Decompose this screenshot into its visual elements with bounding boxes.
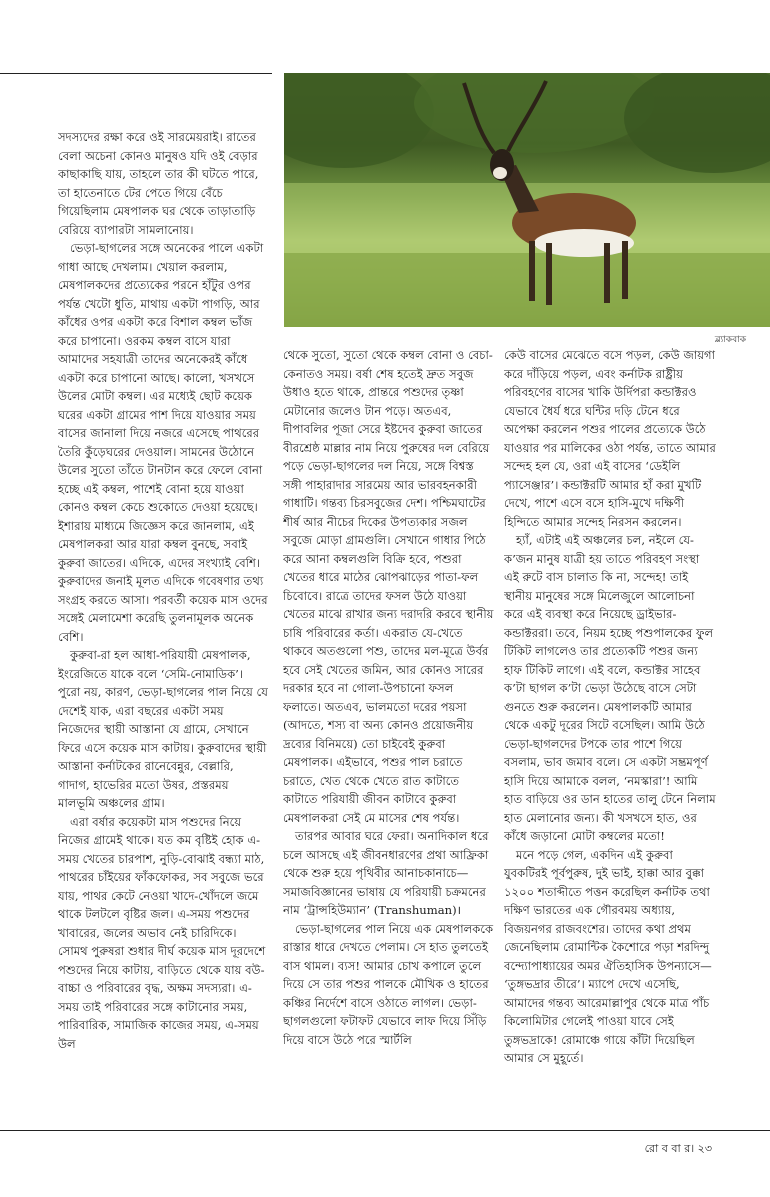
text-column-3 — [504, 346, 716, 1126]
paragraph: ভেড়া-ছাগলের সঙ্গে অনেকের পালে একটা গাধা আছে দেখলাম। খেয়াল করলাম, মেষপালকদের প্রত্যেকের পরনে হাঁটুর ওপর পর্যন্ত খেটো ধুতি, মাথায় একটা পাগড়ি, আর কাঁধের ওপর একটা করে বিশাল কম্বল ভাঁজ করে চাপানো। ওরকম কম্বল বাসে যারা আমাদের সহযাত্রী তাদের অনেকেরই কাঁধে একটা করে চাপানো আছে। কালো, খসখসে উলের মোটা কম্বল। এর মধ্যেই ছোট কয়েক ঘরের একটা গ্রামের পাশ দিয়ে যাওয়ার সময় বাসের জানালা দিয়ে নজরে এসেছে পাথরের তৈরি কুঁড়েঘরের দেওয়াল। সামনের উঠোনে উলের সুতো তাঁতে টানটান করে ফেলে বোনা হচ্ছে এই কম্বল, পাশেই বোনা হয়ে যাওয়া কোনও কম্বল কেচে শুকোতে দেওয়া হয়েছে। ইশারায় মাধ্যমে জিজ্ঞেস করে জানলাম, এই মেষপালকরা আর যারা কম্বল বুনছে, সবাই কুরুবা জাতের। এদিকে, এদের সংখ্যাই বেশি। কুরুবাদের জনাই মূলত এদিকে গবেষণার তথ্য সংগ্রহ করতে আসা। পরবর্তী কয়েক মাস ওদের সঙ্গেই মেলামেশা করেছি তুলনামূলক অনেক বেশি। — [58, 241, 268, 644]
top-rule — [0, 73, 272, 74]
paragraph: তারপর আবার ঘরে ফেরা। অনাদিকাল ধরে চলে আসছে এই জীবনধারণের প্রথা আফ্রিকা থেকে শুরু হয়ে পৃথিবীর আনাচকানাচে— সমাজবিজ্ঞানের ভাষায় যে পরিযায়ী চক্রমনের নাম ‘ট্রান্সহিউম্যান’ (Transhuman)। — [283, 829, 489, 917]
text-column-1 — [58, 128, 268, 1128]
footer-rule — [0, 1130, 770, 1131]
paragraph: সদস্যদের রক্ষা করে ওই সারমেয়রাই। রাতের বেলা অচেনা কোনও মানুষও যদি ওই বেড়ার কাছাকাছি যায়, তাহলে তার কী ঘটতে পারে, তা হাতেনাতে টের পেতে গিয়ে বেঁচে গিয়েছিলাম মেষপালক ঘর থেকে তাড়াতাড়ি বেরিয়ে ব্যাপারটা সামলানোয়। — [58, 130, 259, 237]
paragraph: কুরুবা-রা হল আধা-পরিযায়ী মেষপালক, ইংরেজিতে যাকে বলে ‘সেমি-নোমাডিক’। পুরো নয়, কারণ, ভেড়া-ছাগলের পাল নিয়ে যে দেশেই যাক, এরা বছরের একটা সময় নিজেদের স্থায়ী আস্তানা যে গ্রামে, সেখানে ফিরে এসে কয়েক মাস কাটায়। কুরুবাদের স্থায়ী আস্তানা কর্নাটকের রানেবেন্নুর, বেল্লারি, গাদাগ, হাভেরির মতো উষর, প্রস্তরময় মালভূমি অঞ্চলের গ্রাম। — [58, 648, 268, 810]
paragraph: থেকে সুতো, সুতো থেকে কম্বল বোনা ও বেচা-কেনাতও সময়। বর্ষা শেষ হতেই দ্রুত সবুজ উধাও হতে থাকে, প্রান্তরে পশুদের তৃষ্ণা মেটানোর জলেও টান পড়ে। অতএব, দীপাবলির পূজা সেরে ইষ্টদেব কুরুবা জাতের বীরশ্রেষ্ঠ মাল্লার নাম নিয়ে পুরুষের দল বেরিয়ে পড়ে ভেড়া-ছাগলের দল নিয়ে, সঙ্গে বিশ্বস্ত সঙ্গী পাহারাদার সারমেয় আর ভারবহনকারী গাধাটি। গন্তব্য চিরসবুজের দেশ। পশ্চিমঘাটের শীর্ষ আর নীচের দিকের উপত্যকার সজল সবুজে মোড়া গ্রামগুলি। সেখানে গাধার পিঠে করে আনা কম্বলগুলি বিক্রি হবে, পশুরা খেতের ধারে মাঠের ঝোপঝাড়ের পাতা-ফল চিবোবে। রাত্রে তাদের ফসল উঠে যাওয়া খেতের মাঝে রাখার জন্য দরাদরি করবে স্থানীয় চাষি পরিবারের কর্তা। একরাত যে-খেতে থাকবে অতগুলো পশু, তাদের মল-মূত্রে উর্বর হবে সেই খেতের জমিন, আর কোনও সারের দরকার হবে না গোলা-উপচানো ফসল ফলাতে। অতএব, ভালমতো দরের পয়সা (আদতে, শস্য বা অন্য কোনও প্রয়োজনীয় দ্রব্যের বিনিময়ে) তো চাইবেই কুরুবা মেষপালক। এইভাবে, পশুর পাল চরাতে চরাতে, খেত থেকে খেতে রাত কাটাতে কাটাতে পরিযায়ী জীবন কাটাবে কুরুবা মেষপালকরা সেই মে মাসের শেষ পর্যন্ত। — [283, 348, 494, 825]
paragraph: হ্যাঁ, এটাই এই অঞ্চলের চল, নইলে যে-ক’জন মানুষ যাত্রী হয় তাতে পরিবহণ সংস্থা এই রুটে বাস চালাত কি না, সন্দেহ! তাই স্থানীয় মানুষের সঙ্গে মিলেজুলে আলোচনা করে এই ব্যবস্থা করে নিয়েছে ড্রাইভার-কন্ডাক্টররা। তবে, নিয়ম হচ্ছে পশুপালকের ফুল টিকিট লাগলেও তার প্রত্যেকটি পশুর জন্য হাফ টিকিট লাগে। এই বলে, কন্ডাক্টর সাহেব ক’টা ছাগল ক’টা ভেড়া উঠেছে বাসে সেটা গুনতে শুরু করলেন। মেষপালকটি আমার থেকে একটু দূরের সিটে বসেছিল। আমি উঠে ভেড়া-ছাগলদের টপকে তার পাশে গিয়ে বসলাম, ভাব জমাব বলে। সে একটা সম্ভ্রমপূর্ণ হাসি দিয়ে আমাকে বলল, ‘নমস্কারা’! আমি হাত বাড়িয়ে ওর ডান হাতের তালু টেনে নিলাম হাত মেলানোর জন্য। কী খসখসে হাত, ওর কাঁধে জড়ানো মোটা কম্বলের মতো! — [504, 533, 716, 843]
blackbuck-illustration — [284, 73, 770, 327]
photo-caption: ব্ল্যাকবাক — [714, 335, 746, 345]
paragraph: ভেড়া-ছাগলের পাল নিয়ে এক মেষপালককে রাস্তার ধারে দেখতে পেলাম। সে হাত তুলতেই বাস থামল। ব্যস! আমার চোখ কপালে তুলে দিয়ে সে তার পশুর পালকে মৌখিক ও হাতের কঞ্চির নির্দেশে বাসে ওঠাতে লাগল। ভেড়া-ছাগলগুলো ফটাফট যেভাবে লাফ দিয়ে সিঁড়ি দিয়ে বাসে উঠে পরে স্মার্টলি — [283, 921, 494, 1047]
text-column-2 — [283, 346, 495, 1126]
blackbuck-photo — [284, 73, 770, 327]
paragraph: মনে পড়ে গেল, একদিন এই কুরুবা যুবকটিরই পূর্বপুরুষ, দুই ভাই, হাক্কা আর বুক্কা ১২০০ শতাব্দীতে পত্তন করেছিল কর্নাটক তথা দক্ষিণ ভারতের এক গৌরবময় অধ্যায়, বিজয়নগর রাজবংশের। তাদের কথা প্রথম জেনেছিলাম রোমান্টিক কৈশোরে পড়া শরদিন্দু বন্দ্যোপাধ্যায়ের অমর ঐতিহাসিক উপন্যাসে— ‘তুঙ্গভদ্রার তীরে’। ম্যাপে দেখে এসেছি, আমাদের গন্তব্য আরেমাল্লাপুর থেকে মাত্র পাঁচ কিলোমিটার গেলেই পাওয়া যাবে সেই তুঙ্গভদ্রাকে! রোমাঞ্চে গায়ে কাঁটা দিয়েছিল আমার সে মুহূর্তে। — [504, 847, 712, 1065]
page-footer: রো ব বা র। ২৩ — [644, 1142, 712, 1155]
paragraph: এরা বর্ষার কয়েকটা মাস পশুদের নিয়ে নিজের গ্রামেই থাকে। যত কম বৃষ্টিই হোক এ-সময় খেতের চারপাশ, নুড়ি-বোঝাই বন্ধ্যা মাঠ, পাথরের চাঁইয়ের ফাঁকফোকর, সব সবুজে ভরে যায়, পাথর কেটে নেওয়া খাদে-খোঁদলে জমে থাকে টলটলে বৃষ্টির জল। এ-সময় পশুদের খাবারের, জলের অভাব নেই চারিদিকে। সোমথ পুরুষরা শুধার দীর্ঘ কয়েক মাস দূরদেশে পশুদের নিয়ে কাটায়, বাড়িতে থেকে যায় বউ-বাচ্চা ও পরিবারের বৃদ্ধ, অক্ষম সদস্যরা। এ-সময় তাই পরিবারের সঙ্গে কাটানোর সময়, পারিবারিক, সামাজিক কাজের সময়, এ-সময় উল — [58, 814, 266, 1051]
paragraph: কেউ বাসের মেঝেতে বসে পড়ল, কেউ জায়গা করে দাঁড়িয়ে পড়ল, এবং কর্নাটক রাষ্ট্রীয় পরিবহণের বাসের খাকি উর্দিপরা কন্ডাক্টরও যেভাবে ধৈর্য ধরে ঘন্টির দড়ি টেনে ধরে অপেক্ষা করলেন পশুর পালের প্রত্যেকে উঠে যাওয়ার পর মালিকের ওঠা পর্যন্ত, তাতে আমার সন্দেহ হল যে, ওরা এই বাসের ‘ডেইলি প্যাসেঞ্জার’। কন্ডাক্টরটি আমার হাঁ করা মুখটি দেখে, পাশে এসে বসে হাসি-মুখে দক্ষিণী হিন্দিতে আমার সন্দেহ নিরসন করলেন। — [504, 348, 716, 529]
